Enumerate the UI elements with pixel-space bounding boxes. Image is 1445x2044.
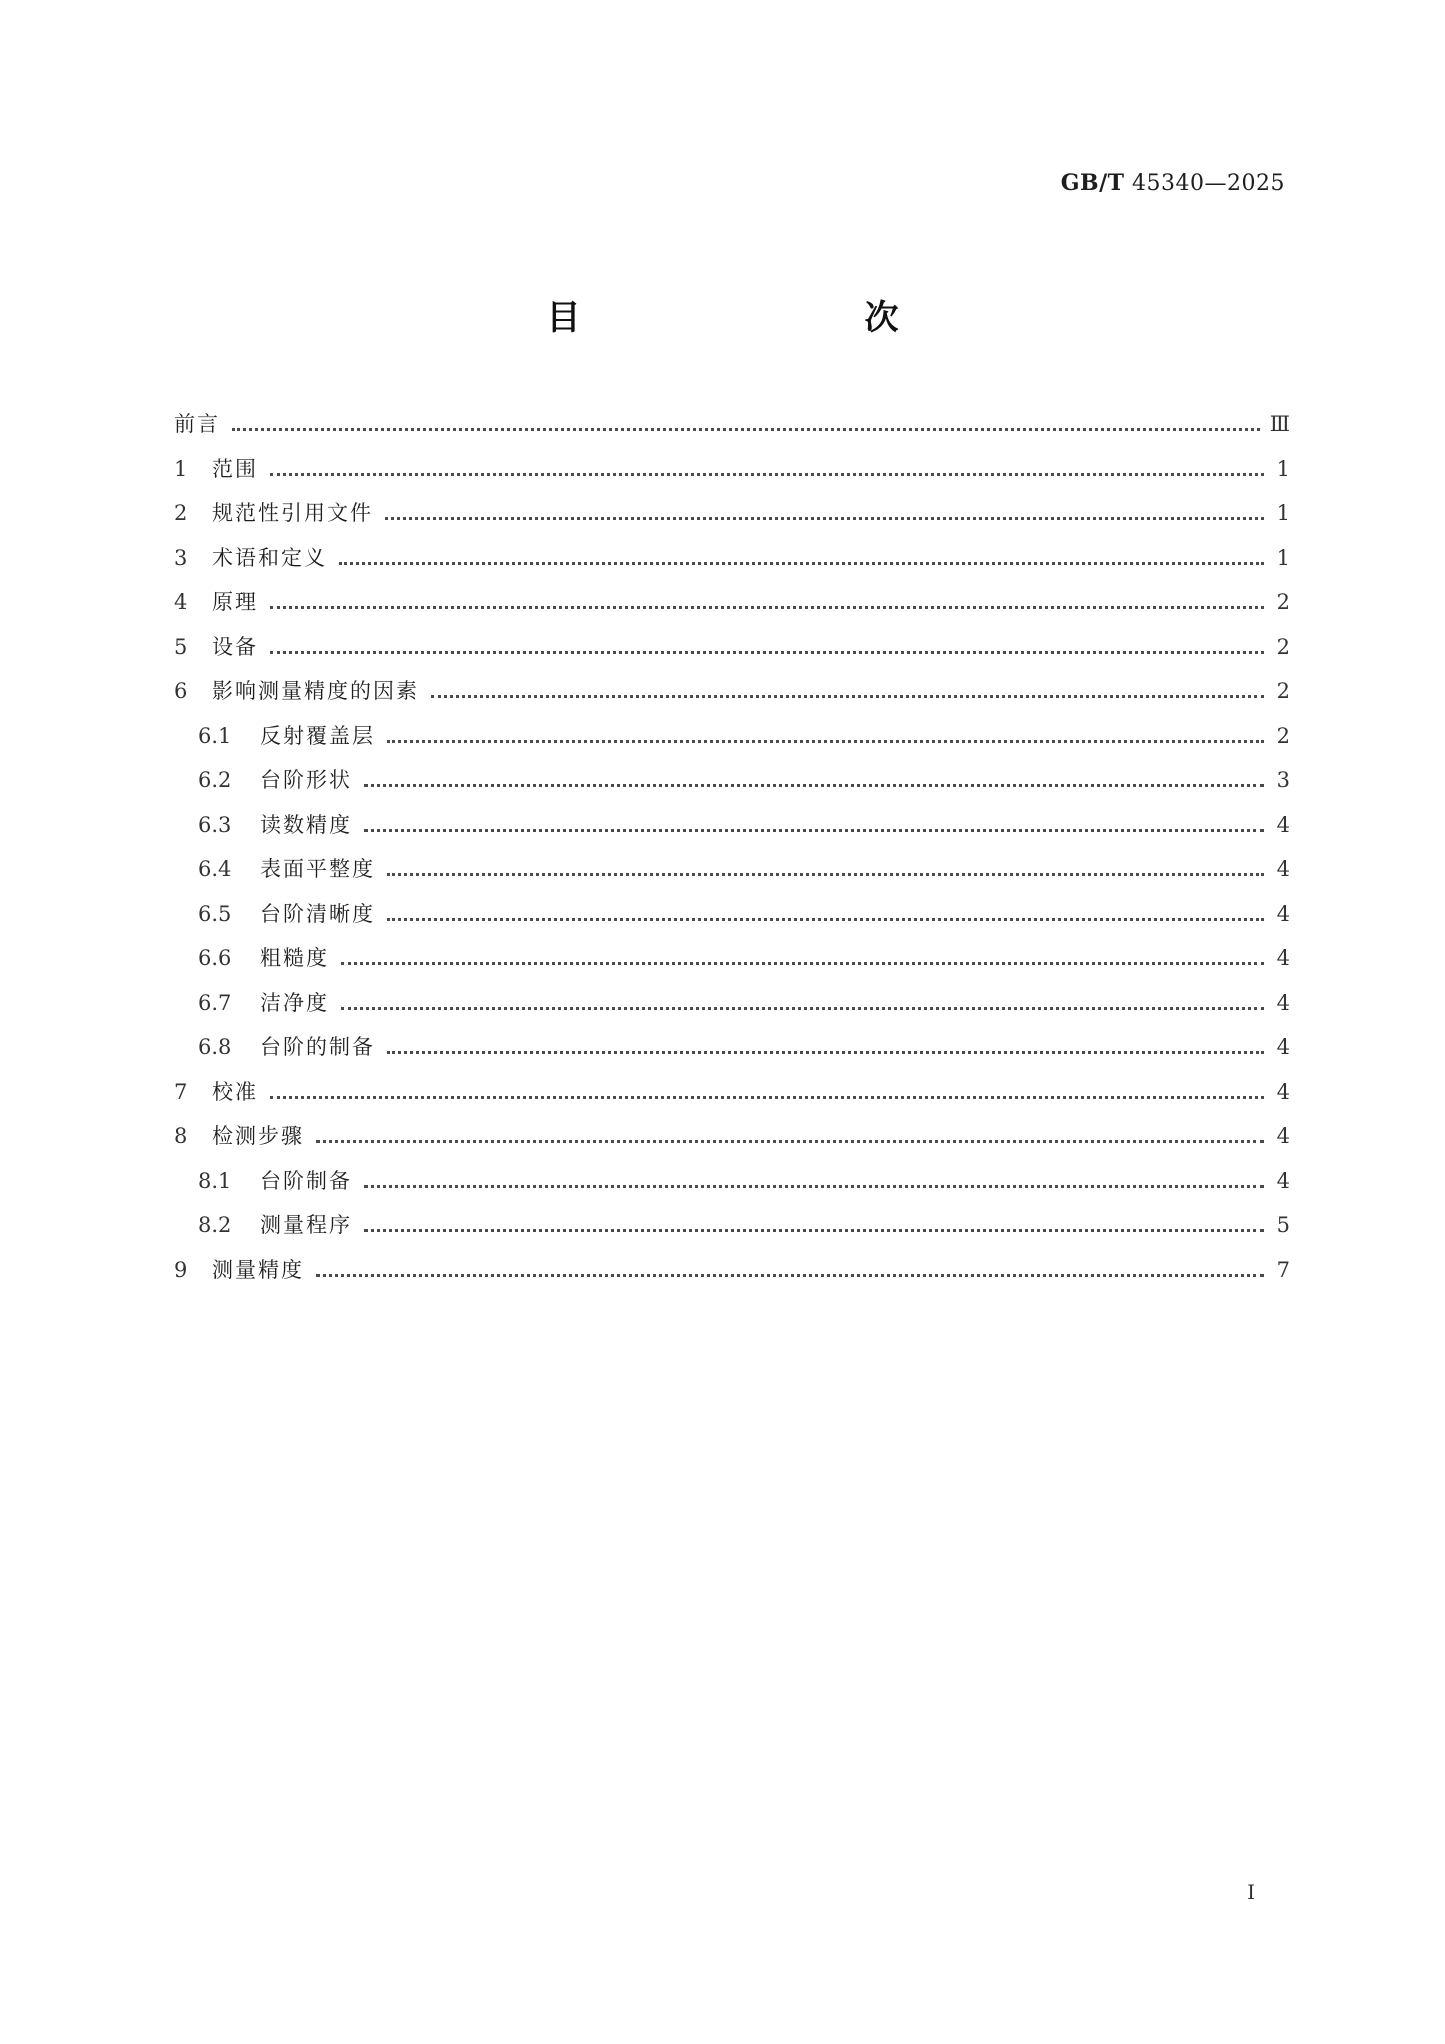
toc-number: 6.4: [198, 857, 232, 881]
standard-code: [1061, 170, 1285, 196]
toc-label: 原理: [212, 590, 258, 614]
toc-label: 表面平整度: [260, 857, 375, 881]
toc-label: 台阶清晰度: [260, 901, 375, 926]
toc-number: 3: [174, 545, 188, 570]
toc-number: 8.2: [198, 1213, 232, 1237]
toc-page-number: 7: [1276, 1257, 1290, 1282]
toc-page-number: 4: [1276, 857, 1290, 881]
toc-label: 测量精度: [212, 1257, 304, 1282]
toc-number: 6.8: [198, 1035, 232, 1059]
toc-label: 台阶制备: [260, 1168, 352, 1193]
toc-page-number: 4: [1276, 1124, 1290, 1148]
toc-leader-dots: [364, 770, 1264, 787]
toc-leader-dots: [270, 637, 1264, 654]
toc-label: 前言: [174, 412, 220, 436]
toc-page-number: 1: [1276, 545, 1290, 570]
toc-number: 6.5: [198, 901, 232, 926]
toc-entry[interactable]: [174, 586, 1290, 631]
toc-label: 粗糙度: [260, 946, 329, 970]
standard-number: 45340—2025: [1132, 171, 1285, 196]
toc-label: 设备: [212, 634, 258, 659]
toc-number: 6.3: [198, 812, 232, 837]
toc-entry[interactable]: [174, 542, 1290, 587]
page-number: Ⅰ: [1247, 1880, 1255, 1904]
toc-subentry[interactable]: [174, 720, 1290, 765]
toc-leader-dots: [232, 414, 1260, 431]
toc-leader-dots: [270, 592, 1264, 609]
toc-number: 6: [174, 679, 188, 703]
toc-subentry[interactable]: [174, 853, 1290, 898]
toc-label: 检测步骤: [212, 1124, 304, 1148]
toc-page-number: 4: [1276, 946, 1290, 970]
toc-label: 范围: [212, 456, 258, 481]
toc-leader-dots: [341, 993, 1264, 1010]
toc-leader-dots: [341, 948, 1264, 965]
toc-page-number: 4: [1276, 1079, 1290, 1104]
toc-number: 5: [174, 634, 188, 659]
toc-leader-dots: [385, 503, 1264, 520]
toc-entry[interactable]: [174, 1120, 1290, 1165]
toc-label: 台阶形状: [260, 768, 352, 792]
toc-label: 台阶的制备: [260, 1035, 375, 1059]
toc-label: 术语和定义: [212, 545, 327, 570]
toc-page-number: 3: [1276, 768, 1290, 792]
toc-entry[interactable]: [174, 453, 1290, 498]
toc-label: 洁净度: [260, 990, 329, 1015]
toc-number: 1: [174, 456, 188, 481]
toc-number: 6.6: [198, 946, 232, 970]
toc-number: 4: [174, 590, 188, 614]
toc-number: 6.7: [198, 990, 232, 1015]
toc-page-number: 4: [1276, 1168, 1290, 1193]
toc-subentry[interactable]: [174, 809, 1290, 854]
toc-entry[interactable]: [174, 631, 1290, 676]
toc-page-number: 1: [1276, 456, 1290, 481]
toc-page-number: 4: [1276, 812, 1290, 837]
toc-number: 9: [174, 1257, 188, 1282]
toc-subentry[interactable]: [174, 1165, 1290, 1210]
standard-prefix: GB/T: [1060, 170, 1125, 196]
toc-leader-dots: [316, 1260, 1264, 1277]
toc-number: 8.1: [198, 1168, 232, 1193]
toc-entry[interactable]: [174, 1076, 1290, 1121]
toc-label: 读数精度: [260, 812, 352, 837]
page-title: 目 次: [546, 298, 971, 338]
toc-label: 规范性引用文件: [212, 501, 373, 525]
toc-leader-dots: [387, 859, 1264, 876]
toc-page-number: 5: [1276, 1213, 1290, 1237]
toc-page-number: 2: [1276, 679, 1290, 703]
toc-subentry[interactable]: [174, 898, 1290, 943]
toc-page-number: Ⅲ: [1269, 412, 1290, 436]
toc-page-number: 4: [1276, 990, 1290, 1015]
toc-leader-dots: [387, 726, 1264, 743]
toc-entry-preface[interactable]: [174, 408, 1290, 453]
toc-page-number: 4: [1276, 1035, 1290, 1059]
toc-label: 校准: [212, 1079, 258, 1104]
toc-page-number: 1: [1276, 501, 1290, 525]
toc-leader-dots: [270, 1082, 1264, 1099]
toc-entry[interactable]: [174, 1254, 1290, 1299]
toc-label: 测量程序: [260, 1213, 352, 1237]
toc-number: 6.1: [198, 723, 232, 748]
toc-leader-dots: [316, 1126, 1264, 1143]
toc-subentry[interactable]: [174, 942, 1290, 987]
toc-leader-dots: [387, 1037, 1264, 1054]
toc-number: 6.2: [198, 768, 232, 792]
toc-page-number: 2: [1276, 634, 1290, 659]
toc-page-number: 2: [1276, 590, 1290, 614]
toc-subentry[interactable]: [174, 1031, 1290, 1076]
toc-leader-dots: [364, 1171, 1264, 1188]
toc-entry[interactable]: [174, 497, 1290, 542]
toc-number: 7: [174, 1079, 188, 1104]
toc-page-number: 4: [1276, 901, 1290, 926]
toc-leader-dots: [339, 548, 1264, 565]
table-of-contents: [174, 408, 1290, 1298]
toc-subentry[interactable]: [174, 987, 1290, 1032]
toc-leader-dots: [364, 815, 1264, 832]
toc-entry[interactable]: [174, 675, 1290, 720]
toc-leader-dots: [270, 459, 1264, 476]
toc-subentry[interactable]: [174, 1209, 1290, 1254]
toc-leader-dots: [431, 681, 1264, 698]
toc-page-number: 2: [1276, 723, 1290, 748]
toc-number: 2: [174, 501, 188, 525]
toc-label: 反射覆盖层: [260, 723, 375, 748]
toc-number: 8: [174, 1124, 188, 1148]
toc-label: 影响测量精度的因素: [212, 679, 419, 703]
toc-leader-dots: [364, 1215, 1264, 1232]
toc-leader-dots: [387, 904, 1264, 921]
toc-subentry[interactable]: [174, 764, 1290, 809]
